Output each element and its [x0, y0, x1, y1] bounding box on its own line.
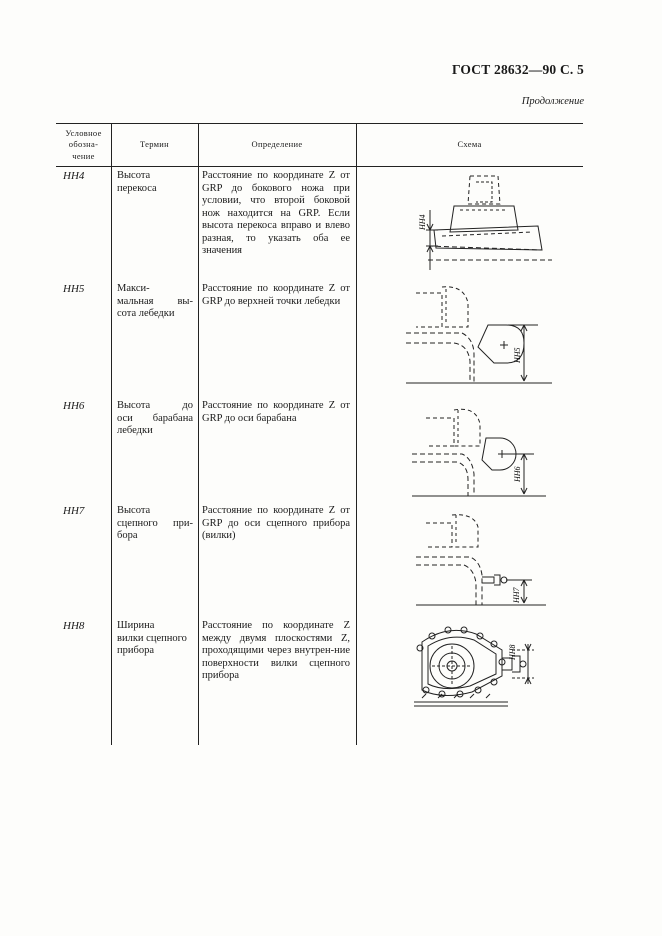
table-header-rule: [56, 166, 583, 167]
row-code: НН4: [63, 170, 85, 182]
scheme-hitch-height: [402, 505, 572, 610]
row-definition: Расстояние по координате Z от GRP до оси сцепного прибора (вилки): [202, 505, 350, 541]
col-header-code: Условное обозна- чение: [65, 127, 102, 161]
standard-header: ГОСТ 28632—90 С. 5: [451, 62, 584, 77]
scheme-label: НН4: [418, 214, 427, 230]
column-divider-2: [198, 123, 199, 745]
scheme-label: НН6: [513, 466, 522, 482]
scheme-label: НН8: [508, 644, 517, 660]
scheme-label: НН7: [512, 587, 521, 603]
row-code: НН8: [63, 620, 85, 632]
row-definition: Расстояние по координате Z от GRP до бокового ножа при условии, что второй боковой нож находится на GRP. Если высота перекоса вправо и влево разная, то указать оба ее значения: [202, 170, 350, 256]
col-header-scheme: Схема: [457, 139, 482, 150]
row-definition: Расстояние по координате Z от GRP до оси барабана: [202, 400, 350, 424]
scheme-hitch-fork-width: [402, 620, 572, 720]
row-term: Высота сцепного при- бора: [117, 505, 193, 541]
col-header-term: Термин: [139, 139, 170, 150]
row-term: Макси- мальная вы- сота лебедки: [117, 283, 193, 319]
row-code: НН5: [63, 283, 85, 295]
column-divider-1: [111, 123, 112, 745]
continuation-label: Продолжение: [521, 96, 584, 107]
row-term: Высота перекоса: [117, 170, 157, 194]
row-definition: Расстояние по координате Z между двумя плоскостями Z, проходящими через внутрен-ние поверхности вилки сцепного прибора: [202, 620, 350, 681]
column-divider-3: [356, 123, 357, 745]
scheme-max-winch-height: [402, 283, 572, 393]
row-code: НН6: [63, 400, 85, 412]
row-definition: Расстояние по координате Z от GRP до верхней точки лебедки: [202, 283, 350, 307]
row-term: Высота до оси барабана лебедки: [117, 400, 193, 436]
row-code: НН7: [63, 505, 85, 517]
col-header-definition: Определение: [251, 139, 303, 150]
row-term: Ширина вилки сцепного прибора: [117, 620, 187, 656]
scheme-winch-drum-axis: [402, 400, 572, 505]
scheme-skew-height: [402, 170, 572, 275]
scheme-label: НН5: [513, 347, 522, 363]
